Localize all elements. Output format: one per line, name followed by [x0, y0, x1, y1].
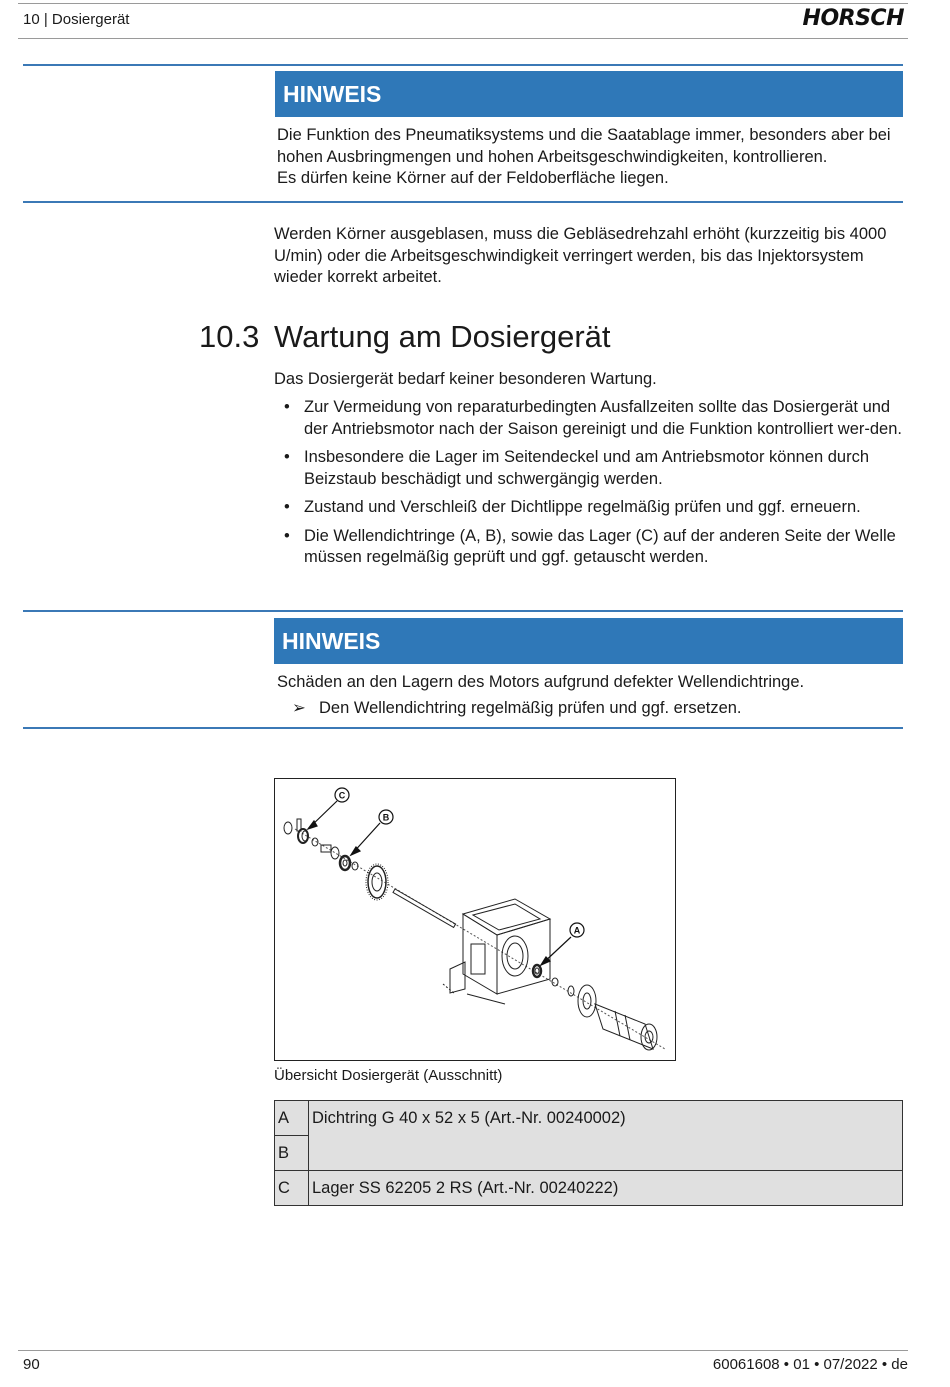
- figure-caption: Übersicht Dosiergerät (Ausschnitt): [274, 1067, 503, 1084]
- section-title: Wartung am Dosiergerät: [274, 319, 611, 354]
- list-item-text: Die Wellendichtringe (A, B), sowie das Lager (C) auf der anderen Seite der Welle müssen regelmäßig geprüft und ggf. getauscht werden.: [304, 526, 896, 566]
- bullet-glyph: •: [284, 526, 290, 545]
- list-item: [282, 397, 902, 440]
- header-top-rule: [18, 3, 908, 4]
- header-rule: [18, 38, 908, 39]
- notice-top-rule: [23, 610, 903, 612]
- legend-value: Dichtring G 40 x 52 x 5 (Art.-Nr. 00240002): [309, 1101, 903, 1171]
- table-row: [275, 1171, 903, 1206]
- page-number: 90: [23, 1356, 40, 1373]
- list-item: [282, 526, 902, 569]
- horsch-logo: HORSCH: [802, 6, 904, 31]
- section-intro: Das Dosiergerät bedarf keiner besonderen Wartung.: [274, 370, 657, 388]
- callout-label: C: [338, 790, 346, 801]
- arrow-icon: ➢: [292, 699, 306, 717]
- notice-line: hohen Ausbringmengen und hohen Arbeitsgeschwindigkeiten, kontrollieren.: [277, 147, 828, 166]
- header-section-label: 10 | Dosiergerät: [23, 11, 130, 28]
- bullet-list: [282, 397, 902, 576]
- exploded-view-drawing: [275, 779, 675, 1060]
- notice-text: [277, 125, 902, 190]
- notice-line: Die Funktion des Pneumatiksystems und die Saatablage immer, besonders aber bei: [277, 126, 891, 144]
- notice-bottom-rule: [23, 201, 903, 203]
- notice-bottom-rule: [23, 727, 903, 729]
- notice-text: Schäden an den Lagern des Motors aufgrund defekter Wellendichtringe.: [277, 673, 805, 691]
- exploded-view-figure: [274, 778, 676, 1061]
- list-item-text: Zur Vermeidung von reparaturbedingten Ausfallzeiten sollte das Dosiergerät und der Antriebsmotor nach der Saison gereinigt und die Funktion kontrolliert wer-den.: [304, 398, 902, 438]
- document-info: 60061608 • 01 • 07/2022 • de: [712, 1356, 908, 1373]
- body-paragraph: Werden Körner ausgeblasen, muss die Gebläsedrehzahl erhöht (kurzzeitig bis 4000 U/min) oder die Arbeitsgeschwindigkeit verringert werden, bis das Injektorsystem wieder korrekt arbeitet.: [274, 225, 887, 286]
- callout-label: A: [573, 925, 581, 936]
- bullet-glyph: •: [284, 448, 290, 466]
- notice-action: [292, 698, 902, 720]
- footer-rule: [18, 1350, 908, 1351]
- notice-top-rule: [23, 64, 903, 66]
- notice-title-bar: HINWEIS: [274, 618, 903, 664]
- list-item: [282, 447, 902, 490]
- table-row: [275, 1101, 903, 1136]
- legend-key: B: [275, 1136, 309, 1171]
- section-number: 10.3: [199, 319, 260, 354]
- legend-table: [274, 1100, 903, 1206]
- legend-key: C: [275, 1171, 309, 1206]
- callout-label: B: [382, 812, 390, 823]
- bullet-glyph: •: [284, 498, 290, 516]
- legend-key: A: [275, 1101, 309, 1136]
- legend-value: Lager SS 62205 2 RS (Art.-Nr. 00240222): [309, 1171, 903, 1206]
- bullet-glyph: •: [284, 398, 290, 416]
- list-item: [282, 497, 902, 519]
- notice-line: Es dürfen keine Körner auf der Feldoberfläche liegen.: [277, 169, 669, 187]
- notice-title-bar: HINWEIS: [275, 71, 903, 117]
- list-item-text: Zustand und Verschleiß der Dichtlippe regelmäßig prüfen und ggf. erneuern.: [304, 498, 861, 516]
- notice-action-text: Den Wellendichtring regelmäßig prüfen und ggf. ersetzen.: [319, 699, 742, 717]
- list-item-text: Insbesondere die Lager im Seitendeckel und am Antriebsmotor können durch Beizstaub beschädigt und schwergängig werden.: [304, 448, 870, 488]
